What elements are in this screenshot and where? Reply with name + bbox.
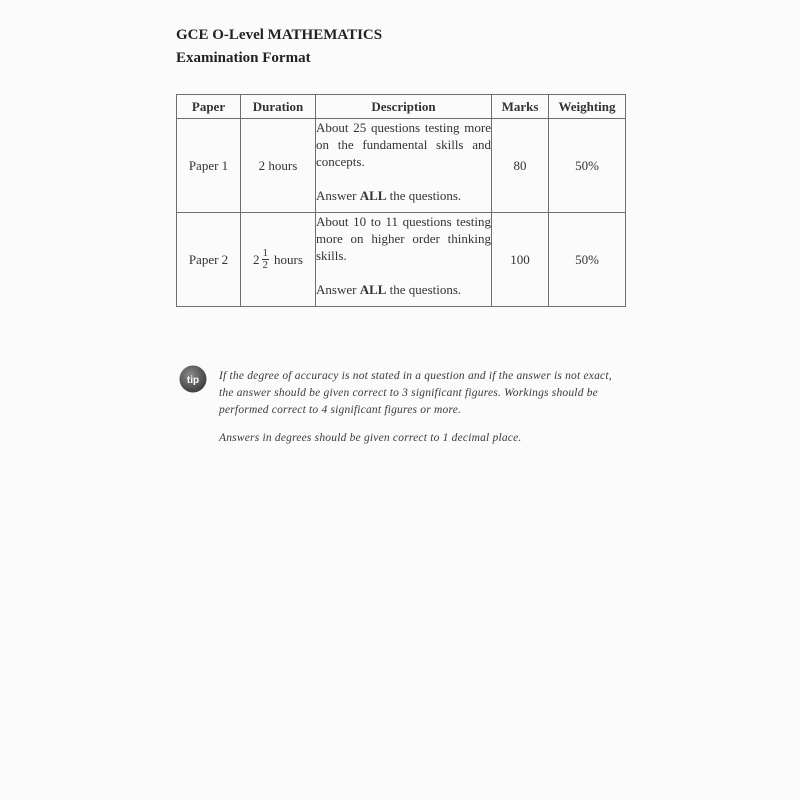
table-header-row (177, 95, 626, 119)
answer-instruction (316, 281, 491, 298)
column-header-description: Description (316, 95, 492, 119)
duration-whole: 2 (253, 251, 260, 267)
description-text: About 10 to 11 questions testing more on higher order thinking skills. (316, 214, 491, 263)
tip-icon (178, 364, 208, 394)
column-header-weighting: Weighting (549, 95, 626, 119)
paper-cell: Paper 1 (177, 119, 241, 213)
description-cell (316, 119, 492, 213)
description-spacer (316, 264, 491, 281)
table-row (177, 119, 626, 213)
fraction-denominator: 2 (262, 259, 269, 271)
page-subtitle: Examination Format (176, 50, 311, 66)
exam-format-table (176, 94, 626, 307)
tip-paragraph-accuracy: If the degree of accuracy is not stated in a question and if the answer is not exact, the answer should be given correct to 3 significant figures. Workings should be performed correct to 4 significant figures or more. (219, 370, 612, 416)
duration-cell (241, 213, 316, 307)
tip-icon-label: tip (186, 375, 200, 386)
column-header-paper: Paper (177, 95, 241, 119)
answer-emphasis: ALL (359, 282, 387, 297)
answer-emphasis: ALL (359, 188, 387, 203)
weighting-cell: 50% (549, 119, 626, 213)
duration-cell: 2 hours (241, 119, 316, 213)
tip-paragraph-degrees: Answers in degrees should be given correct to 1 decimal place. (219, 432, 522, 444)
column-header-marks: Marks (492, 95, 549, 119)
fraction (262, 248, 270, 271)
duration-unit: hours (274, 251, 303, 267)
description-cell (316, 213, 492, 307)
mixed-fraction-duration (253, 248, 303, 271)
description-spacer (316, 170, 491, 187)
description-text: About 25 questions testing more on the fundamental skills and concepts. (316, 120, 491, 169)
table-row (177, 213, 626, 307)
column-header-duration: Duration (241, 95, 316, 119)
answer-suffix: the questions. (389, 188, 462, 203)
paper-cell: Paper 2 (177, 213, 241, 307)
answer-prefix: Answer (316, 188, 357, 203)
weighting-cell: 50% (549, 213, 626, 307)
marks-cell: 80 (492, 119, 549, 213)
page-title: GCE O-Level MATHEMATICS (176, 27, 383, 43)
fraction-numerator: 1 (262, 247, 269, 259)
marks-cell: 100 (492, 213, 549, 307)
answer-prefix: Answer (316, 282, 357, 297)
answer-suffix: the questions. (389, 282, 462, 297)
answer-instruction (316, 187, 491, 204)
